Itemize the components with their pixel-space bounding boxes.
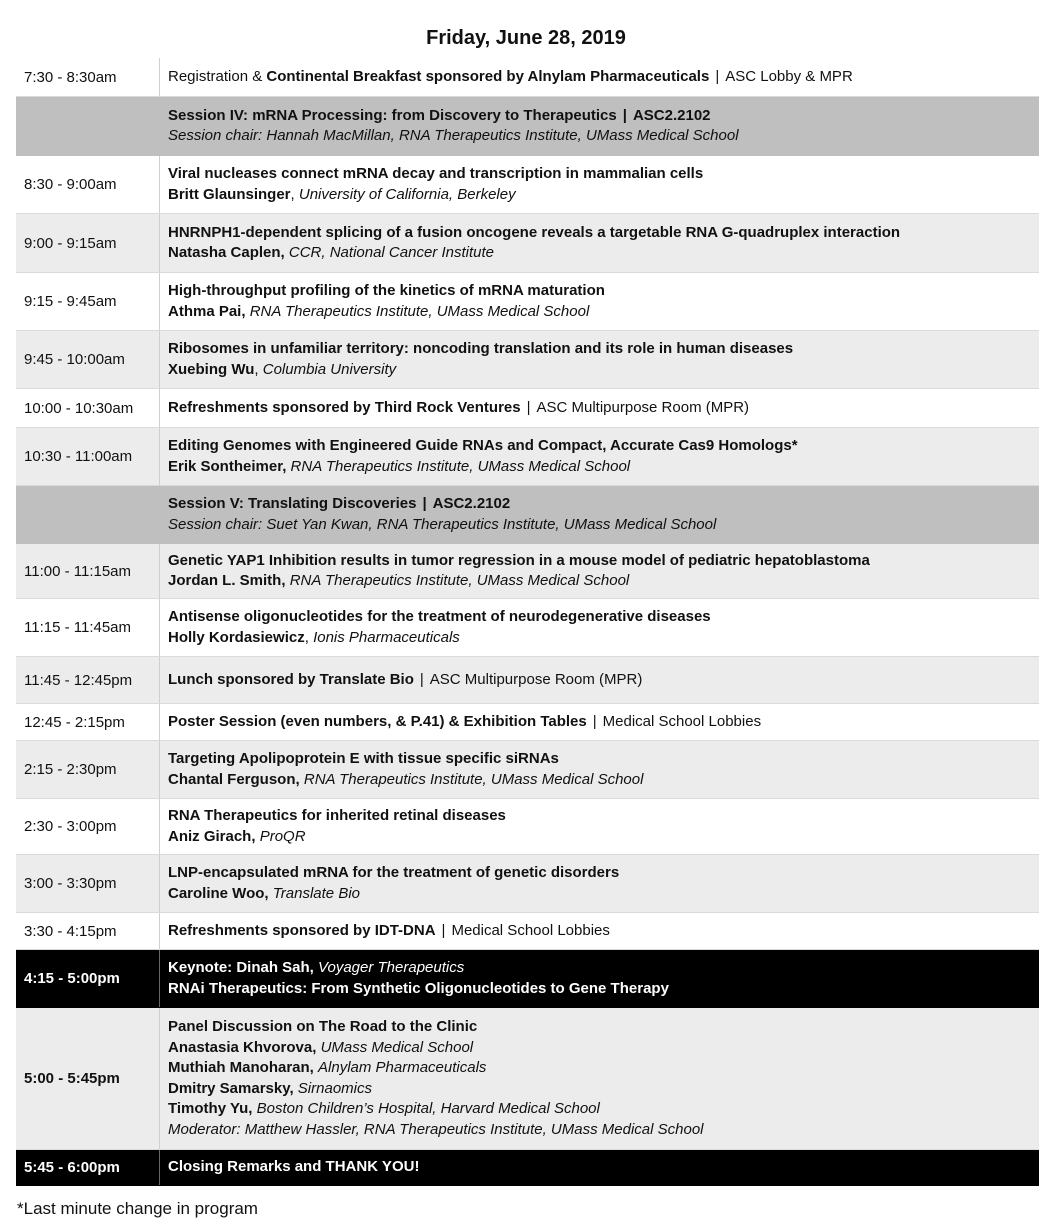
event-location: Medical School Lobbies bbox=[602, 712, 762, 730]
content-cell: Ribosomes in unfamiliar territory: noncoding translation and its role in human diseases Xuebing Wu, Columbia University bbox=[160, 331, 1039, 388]
time-cell: 10:30 - 11:00am bbox=[16, 428, 160, 485]
separator: | bbox=[422, 495, 427, 512]
table-row bbox=[16, 913, 1039, 950]
session-chair: Session chair: Suet Yan Kwan, RNA Therapeutics Institute, UMass Medical School bbox=[168, 515, 717, 533]
time-cell: 7:30 - 8:30am bbox=[16, 58, 160, 96]
time-cell: 2:30 - 3:00pm bbox=[16, 799, 160, 854]
speaker-affiliation: CCR, National Cancer Institute bbox=[288, 244, 494, 261]
content-cell bbox=[160, 855, 1039, 912]
table-row bbox=[16, 58, 1039, 97]
content-cell bbox=[160, 799, 1039, 854]
time-cell: 11:15 - 11:45am bbox=[16, 599, 160, 656]
talk-title: Viral nucleases connect mRNA decay and transcription in mammalian cells bbox=[168, 165, 704, 182]
table-row bbox=[16, 428, 1039, 486]
table-row bbox=[16, 855, 1039, 913]
event-title: Poster Session (even numbers, & P.41) & Exhibition Tables bbox=[168, 712, 587, 730]
time-cell: 3:00 - 3:30pm bbox=[16, 855, 160, 912]
closing-text: Closing Remarks and THANK YOU! bbox=[168, 1158, 420, 1176]
separator: | bbox=[441, 921, 446, 939]
talk-title: RNA Therapeutics for inherited retinal diseases bbox=[168, 807, 506, 824]
event-title: Lunch sponsored by Translate Bio bbox=[168, 670, 414, 688]
panelist bbox=[168, 1079, 1039, 1100]
table-row bbox=[16, 156, 1039, 214]
panelist-name: Anastasia Khvorova, bbox=[168, 1038, 317, 1056]
session-title: Session V: Translating Discoveries bbox=[168, 495, 417, 512]
speaker-name: Xuebing Wu bbox=[168, 360, 255, 378]
speaker-affiliation: Ionis Pharmaceuticals bbox=[313, 628, 460, 646]
keynote-affiliation: Voyager Therapeutics bbox=[318, 959, 465, 976]
speaker-affiliation: ProQR bbox=[259, 827, 306, 845]
session-header-row bbox=[16, 486, 1039, 544]
panelist bbox=[168, 1058, 1039, 1079]
footnote: *Last minute change in program bbox=[17, 1199, 258, 1218]
panelist bbox=[168, 1038, 1039, 1059]
time-cell: 11:45 - 12:45pm bbox=[16, 657, 160, 703]
talk-title: Editing Genomes with Engineered Guide RNAs and Compact, Accurate Cas9 Homologs* bbox=[168, 437, 798, 454]
panel-heading: Panel Discussion on The Road to the Clinic bbox=[168, 1018, 478, 1035]
content-cell bbox=[160, 273, 1039, 330]
event-location: ASC Multipurpose Room (MPR) bbox=[429, 670, 643, 688]
speaker-affiliation: RNA Therapeutics Institute, UMass Medical School bbox=[303, 770, 644, 788]
session-room: ASC2.2102 bbox=[432, 495, 511, 512]
time-cell: 2:15 - 2:30pm bbox=[16, 741, 160, 798]
speaker-name: Athma Pai, bbox=[168, 302, 246, 320]
time-cell: 3:30 - 4:15pm bbox=[16, 913, 160, 949]
talk-title: Targeting Apolipoprotein E with tissue specific siRNAs bbox=[168, 750, 559, 767]
content-cell bbox=[160, 428, 1039, 485]
content-cell bbox=[160, 950, 1039, 1007]
table-row bbox=[16, 214, 1039, 273]
event-prefix: Registration & bbox=[168, 67, 267, 85]
content-cell bbox=[160, 214, 1039, 272]
closing-row bbox=[16, 1150, 1039, 1186]
panelist-affiliation: UMass Medical School bbox=[320, 1038, 474, 1056]
talk-title: High-throughput profiling of the kinetics of mRNA maturation bbox=[168, 282, 605, 299]
speaker-affiliation: RNA Therapeutics Institute, UMass Medical School bbox=[289, 572, 630, 589]
time-cell: 9:15 - 9:45am bbox=[16, 273, 160, 330]
session-room: ASC2.2102 bbox=[632, 106, 711, 124]
content-cell: Viral nucleases connect mRNA decay and transcription in mammalian cells Britt Glaunsinger, University of California, Berkeley bbox=[160, 156, 1039, 213]
speaker-affiliation: RNA Therapeutics Institute, UMass Medical School bbox=[290, 457, 631, 475]
talk-title: Genetic YAP1 Inhibition results in tumor regression in a mouse model of pediatric hepatoblastoma bbox=[168, 551, 870, 569]
speaker-name: Erik Sontheimer, bbox=[168, 457, 287, 475]
separator: | bbox=[526, 398, 531, 416]
schedule-table bbox=[16, 58, 1039, 1186]
table-row bbox=[16, 704, 1039, 741]
speaker-name: Caroline Woo, bbox=[168, 884, 269, 902]
speaker-name: Holly Kordasiewicz bbox=[168, 628, 305, 646]
time-cell: 5:00 - 5:45pm bbox=[16, 1008, 160, 1149]
content-cell bbox=[160, 486, 1039, 543]
page-title: Friday, June 28, 2019 bbox=[426, 27, 626, 49]
content-cell bbox=[160, 657, 1039, 703]
event-location: ASC Multipurpose Room (MPR) bbox=[536, 398, 750, 416]
content-cell bbox=[160, 741, 1039, 798]
panelist-affiliation: Alnylam Pharmaceuticals bbox=[318, 1059, 487, 1076]
content-cell bbox=[160, 97, 1039, 155]
separator: | bbox=[592, 712, 597, 730]
speaker-name: Jordan L. Smith, bbox=[168, 572, 286, 589]
event-title: Refreshments sponsored by Third Rock Ventures bbox=[168, 398, 521, 416]
separator: | bbox=[715, 67, 720, 85]
content-cell bbox=[160, 1150, 1039, 1185]
talk-title: Ribosomes in unfamiliar territory: noncoding translation and its role in human diseases bbox=[168, 340, 794, 357]
table-row bbox=[16, 657, 1039, 704]
table-row bbox=[16, 331, 1039, 389]
event-location: Medical School Lobbies bbox=[451, 921, 610, 939]
speaker-affiliation: University of California, Berkeley bbox=[298, 185, 516, 203]
talk-title: HNRNPH1-dependent splicing of a fusion oncogene reveals a targetable RNA G-quadruplex interaction bbox=[168, 223, 901, 241]
panelist-name: Dmitry Samarsky, bbox=[168, 1079, 294, 1097]
table-row bbox=[16, 389, 1039, 428]
table-row bbox=[16, 599, 1039, 657]
time-cell: 10:00 - 10:30am bbox=[16, 389, 160, 427]
speaker-affiliation: Columbia University bbox=[262, 360, 397, 378]
speaker-name: Natasha Caplen, bbox=[168, 244, 285, 261]
content-cell bbox=[160, 389, 1039, 427]
separator: | bbox=[622, 106, 627, 124]
table-row bbox=[16, 741, 1039, 799]
time-cell: 9:45 - 10:00am bbox=[16, 331, 160, 388]
table-row bbox=[16, 273, 1039, 331]
panel-row bbox=[16, 1008, 1039, 1150]
panelist-affiliation: Boston Children’s Hospital, Harvard Medical School bbox=[256, 1100, 600, 1117]
talk-title: LNP-encapsulated mRNA for the treatment of genetic disorders bbox=[168, 864, 620, 881]
panelist-affiliation: Sirnaomics bbox=[297, 1079, 372, 1097]
session-chair: Session chair: Hannah MacMillan, RNA Therapeutics Institute, UMass Medical School bbox=[168, 127, 739, 144]
content-cell bbox=[160, 1008, 1039, 1149]
session-header-row bbox=[16, 97, 1039, 156]
talk-title: Antisense oligonucleotides for the treatment of neurodegenerative diseases bbox=[168, 608, 711, 625]
content-cell bbox=[160, 58, 1039, 96]
speaker-affiliation: Translate Bio bbox=[272, 884, 360, 902]
time-cell: 4:15 - 5:00pm bbox=[16, 950, 160, 1007]
table-row bbox=[16, 799, 1039, 855]
time-cell: 12:45 - 2:15pm bbox=[16, 704, 160, 740]
event-location: ASC Lobby & MPR bbox=[725, 67, 853, 85]
speaker-name: Chantal Ferguson, bbox=[168, 770, 300, 788]
time-cell: 11:00 - 11:15am bbox=[16, 544, 160, 598]
time-cell: 8:30 - 9:00am bbox=[16, 156, 160, 213]
panelist-name: Timothy Yu, bbox=[168, 1100, 253, 1117]
time-cell bbox=[16, 97, 160, 155]
event-title: Continental Breakfast sponsored by Alnylam Pharmaceuticals bbox=[266, 67, 710, 85]
keynote-label: Keynote: Dinah Sah, bbox=[168, 959, 314, 976]
speaker-name: Aniz Girach, bbox=[168, 827, 256, 845]
keynote-title: RNAi Therapeutics: From Synthetic Oligonucleotides to Gene Therapy bbox=[168, 979, 669, 997]
panel-moderator: Moderator: Matthew Hassler, RNA Therapeutics Institute, UMass Medical School bbox=[168, 1120, 704, 1138]
content-cell bbox=[160, 704, 1039, 740]
event-title: Refreshments sponsored by IDT-DNA bbox=[168, 921, 436, 939]
panelist bbox=[168, 1099, 1039, 1120]
session-title: Session IV: mRNA Processing: from Discovery to Therapeutics bbox=[168, 106, 617, 124]
time-cell: 5:45 - 6:00pm bbox=[16, 1150, 160, 1185]
time-cell: 9:00 - 9:15am bbox=[16, 214, 160, 272]
speaker-affiliation: RNA Therapeutics Institute, UMass Medical School bbox=[249, 302, 590, 320]
content-cell bbox=[160, 544, 1039, 598]
panelist-name: Muthiah Manoharan, bbox=[168, 1059, 314, 1076]
content-cell bbox=[160, 913, 1039, 949]
speaker-name: Britt Glaunsinger bbox=[168, 185, 291, 203]
keynote-row bbox=[16, 950, 1039, 1008]
time-cell bbox=[16, 486, 160, 543]
content-cell: Antisense oligonucleotides for the treatment of neurodegenerative diseases Holly Kordasiewicz, Ionis Pharmaceuticals bbox=[160, 599, 1039, 656]
table-row bbox=[16, 544, 1039, 599]
separator: | bbox=[419, 670, 424, 688]
